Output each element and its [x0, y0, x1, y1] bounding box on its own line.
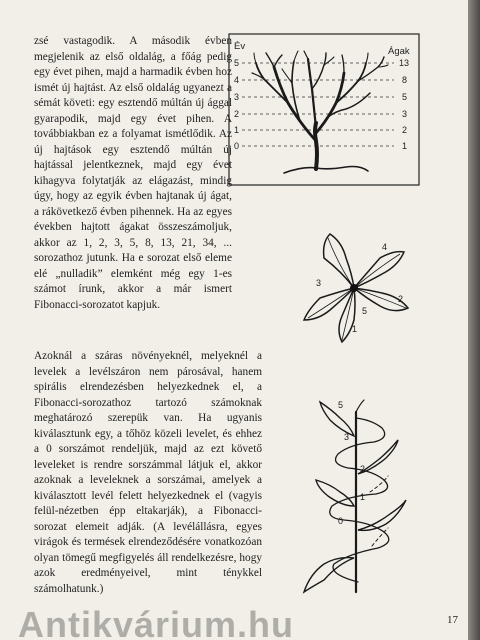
tree-drawing — [252, 51, 388, 173]
spiral-leaf-1-icon — [358, 500, 406, 530]
spiral-leaf-5-icon — [320, 402, 354, 436]
year-label-2: 2 — [234, 109, 240, 119]
branch-count-5: 5 — [402, 92, 408, 102]
leaf-label-1: 1 — [352, 324, 358, 334]
text-column-top — [34, 34, 232, 313]
spiral-label-2: 2 — [360, 464, 366, 474]
page-number: 17 — [447, 614, 458, 626]
year-label-1: 1 — [234, 125, 240, 135]
branch-count-2: 2 — [402, 125, 408, 135]
year-label-5: 5 — [234, 58, 240, 68]
branch-axis-label: Ágak — [388, 46, 410, 57]
leaf-label-2: 2 — [398, 294, 404, 304]
spiral-label-3: 3 — [344, 432, 350, 442]
year-axis-label: Év — [234, 41, 246, 52]
paragraph-leaf-arrangement: Azoknál a száras növényeknél, melyeknél a levelek a levélszáron nem párosával, hanem spirális elrendezésben helyezkednek el, a Fibonacci-sorozathoz tartozó számoknak meghatározó szerepük van. Ha ugyanis kiválasztunk egy, a tőhöz közeli levelet, és ehhez a 0 sorszámot rendeljük, majd az ezt követő leveleket is rendre sorszámmal látjuk el, akkor azoknak a leveleknek a sorszámai, amelyek a kiválasztott levél felett helyezkednek el (vagyis felül-nézetben épp eltakarják), a Fibonacci-sorozat elemeit adják. (A levélállásra, egyes virágok és termések elrendeződésére vonatkozóan olyan tömegű megfigyelés áll rendelkezésre, hogy azok eredményeivel, mint ténykkel számolhatunk.) — [34, 350, 262, 595]
spiral-leaf-2-icon — [316, 480, 354, 506]
text-column-bottom — [34, 349, 262, 597]
tree-branching-figure — [228, 33, 420, 186]
leaf-top-view-figure — [296, 228, 416, 350]
spiral-stem-figure — [298, 396, 414, 594]
year-label-0: 0 — [234, 141, 240, 151]
branch-count-13: 13 — [399, 58, 410, 68]
watermark: Antikvárium.hu — [18, 604, 295, 640]
leaf-label-4: 4 — [382, 242, 388, 252]
leaf-4-icon — [354, 252, 404, 288]
leaf-label-3: 3 — [316, 278, 322, 288]
spiral-label-1: 1 — [360, 492, 366, 502]
year-label-4: 4 — [234, 75, 240, 85]
branch-count-3: 3 — [402, 109, 408, 119]
paragraph-fibonacci-branches: zsé vastagodik. A második évben megjelenik az első oldalág, a főág pedig egy évet pihen, majd a harmadik évben hoz ismét új hajtást. Az első oldalág ugyanezt a sémát követi: egy esztendő múltán új ággal gyarapodik, majd egy évet pihen. A továbbiakban ez a folyamat ismétlődik. Az új hajtások egy esztendő múltán új hajtással jelentkeznek, majd egy évet kihagyva folytatják az elágazást, mindig úgy, hogy az egyik évben hajtanak új ágat, a rákövetkező évben pihennek. Ha az egyes években hajtott ágakat összeszámoljuk, akkor az 1, 2, 3, 5, 8, 13, 21, 34, ... sorozathoz jutunk. Ha e sorozat első eleme elé „nulladik” elemként még egy 1-es számot írunk, akkor a már ismert Fibonacci-sorozatot kapjuk. — [34, 35, 232, 311]
branch-count-8: 8 — [402, 75, 408, 85]
branch-count-1: 1 — [402, 141, 408, 151]
leaf-label-5: 5 — [362, 306, 368, 316]
page-edge — [468, 0, 480, 640]
year-label-3: 3 — [234, 92, 240, 102]
spiral-label-0: 0 — [338, 516, 344, 526]
spiral-label-5: 5 — [338, 400, 344, 410]
spiral-leaf-0-icon — [304, 558, 354, 592]
leaf-1-icon — [324, 234, 354, 288]
